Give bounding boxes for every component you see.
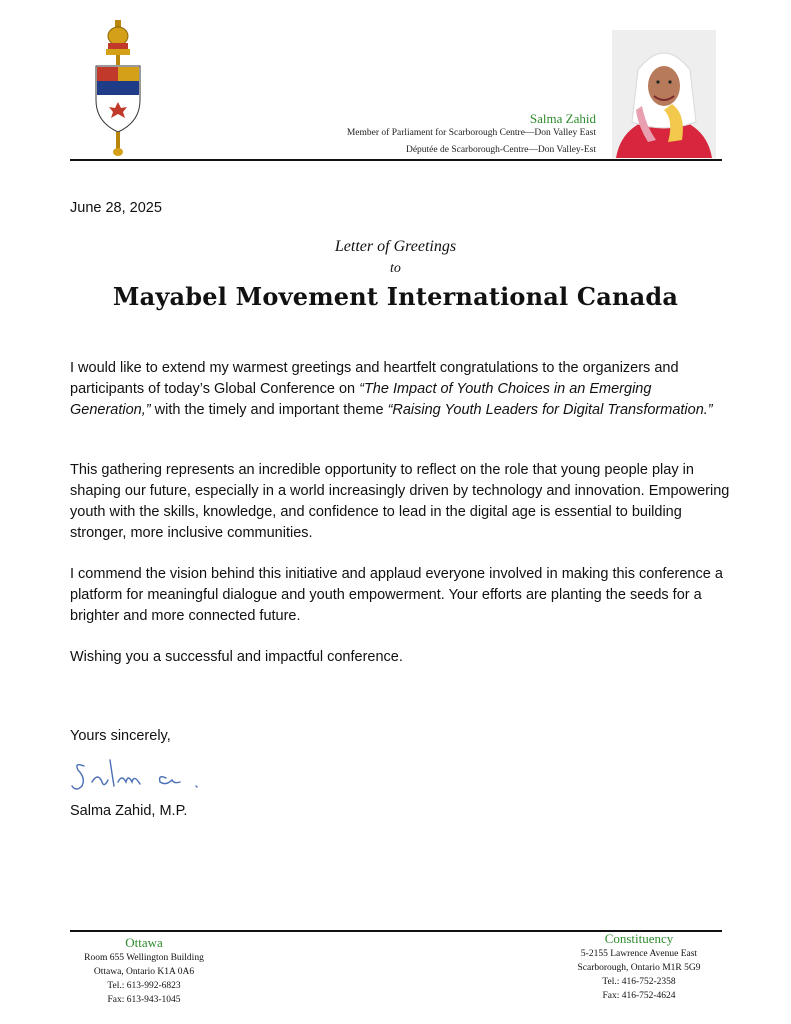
ottawa-phone: Tel.: 613-992-6823 — [107, 981, 181, 991]
ottawa-address-line: Room 655 Wellington Building — [84, 953, 204, 963]
greeting-to: to — [390, 261, 401, 276]
text-run: with the timely and important theme — [150, 402, 388, 418]
ottawa-office-title: Ottawa — [125, 935, 163, 950]
house-of-commons-crest-icon — [90, 18, 146, 158]
mp-portrait-photo — [612, 30, 716, 158]
constituency-office-address — [560, 930, 718, 1003]
recipient-organization: Mayabel Movement International Canada — [112, 282, 679, 311]
handwritten-signature — [70, 752, 210, 800]
body-paragraph — [70, 647, 730, 668]
ottawa-office-address — [68, 934, 220, 1007]
constituency-fax: Fax: 416-752-4624 — [602, 991, 676, 1001]
body-paragraph — [70, 564, 730, 627]
closing: Yours sincerely, — [70, 728, 171, 744]
ottawa-city-line: Ottawa, Ontario K1A 0A6 — [93, 967, 195, 977]
constituency-address-line: 5-2155 Lawrence Avenue East — [580, 949, 698, 959]
ottawa-fax: Fax: 613-943-1045 — [107, 995, 181, 1005]
mp-title-french: Députée de Scarborough-Centre—Don Valley-Est — [405, 145, 596, 155]
constituency-office-title: Constituency — [604, 931, 674, 946]
constituency-city-line: Scarborough, Ontario M1R 5G9 — [577, 963, 701, 973]
mp-name: Salma Zahid — [529, 111, 596, 126]
text-run: I would like to extend my warmest greetings and heartfelt congratulations to the organizers and participants of today’s Global Conference on — [70, 360, 679, 397]
text-run: I commend the vision behind this initiative and applaud everyone involved in making this conference a platform for meaningful dialogue and youth empowerment. Your efforts are planting the seeds for a brighter and more connected future. — [70, 566, 723, 624]
greeting-title: Letter of Greetings — [334, 238, 457, 255]
header-divider — [70, 159, 722, 161]
italic-text-run: “The Impact of Youth Choices in an Emerging Generation,” — [70, 381, 652, 418]
mp-title-english: Member of Parliament for Scarborough Centre—Don Valley East — [346, 128, 596, 138]
text-run: This gathering represents an incredible opportunity to reflect on the role that young people play in shaping our future, especially in a world increasingly driven by technology and innovation. Empowering youth with the skills, knowledge, and confidence to lead in the digital age is essential to building stronger, more inclusive communities. — [70, 462, 730, 541]
signer-name: Salma Zahid, M.P. — [70, 803, 188, 819]
italic-text-run: “Raising Youth Leaders for Digital Transformation.” — [387, 402, 713, 418]
body-paragraph — [70, 460, 730, 544]
text-run: Wishing you a successful and impactful conference. — [70, 649, 403, 665]
constituency-phone: Tel.: 416-752-2358 — [602, 977, 676, 987]
body-paragraph — [70, 358, 730, 421]
letter-date: June 28, 2025 — [70, 200, 162, 216]
